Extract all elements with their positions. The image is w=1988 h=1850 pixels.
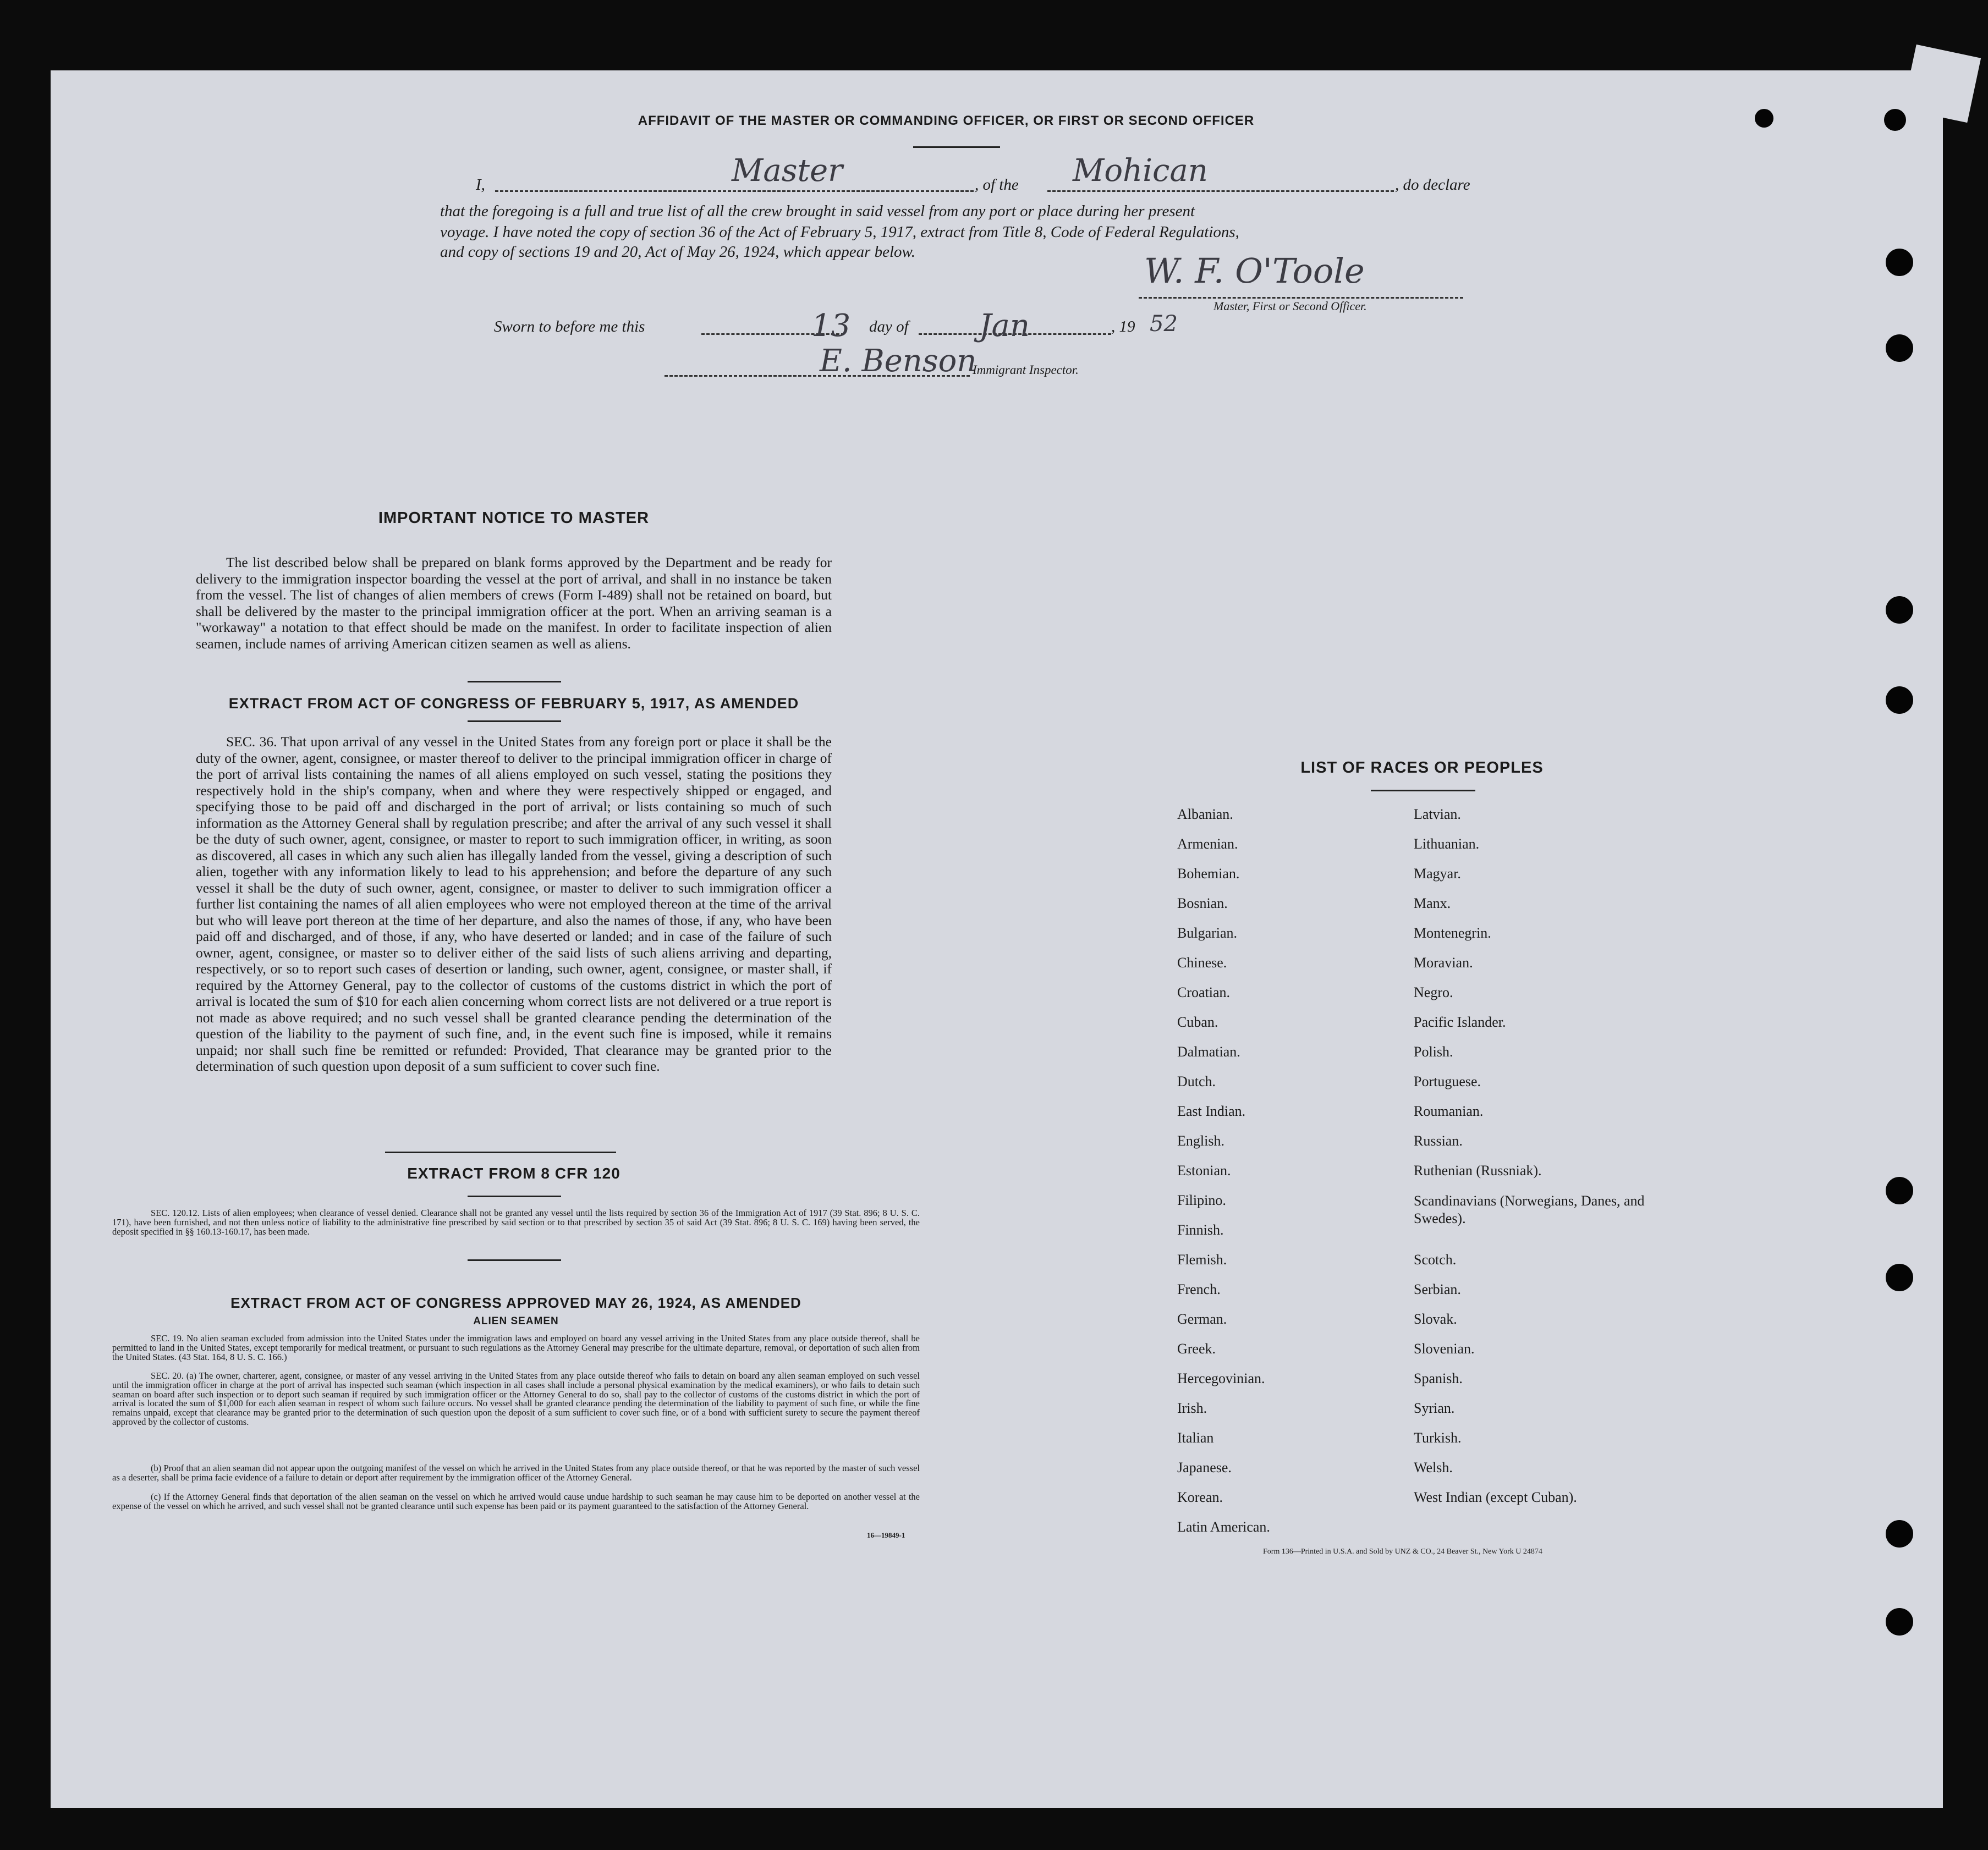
- sec20a-text: SEC. 20. (a) The owner, charterer, agent, consignee, or master of any vessel arriving in the United States from any place outside thereof who fails to detain on board any alien seaman employed on such vessel until the immigration officer in charge at the port of arrival has inspected such seaman (which inspection in all cases shall include a personal physical examination by the medical examiners), or who fails to detain such seaman on board after such inspection or to deport such seaman if required by such immigration officer or the Attorney General to do so, shall pay to the collector of customs of the customs district in which the port of arrival is located the sum of $1,000 for each alien seaman in respect of whom such failure occurs. No vessel shall be granted clearance pending the determination of the liability to payment of such fine, or while the fine remains unpaid, except that clearance may be granted prior to the determination of such question upon the deposit of a sum sufficient to cover such fine, or of a bond with sufficient surety to secure the payment thereof approved by the collector of customs.: [112, 1370, 920, 1427]
- race-item: Albanian.: [1177, 806, 1233, 822]
- race-item: French.: [1177, 1281, 1221, 1297]
- race-item: Hercegovinian.: [1177, 1370, 1265, 1386]
- day-handwriting: 13: [811, 308, 851, 344]
- divider: [1371, 790, 1475, 791]
- race-item: Lithuanian.: [1414, 836, 1480, 852]
- form-code: 16—19849-1: [867, 1531, 905, 1539]
- inspector-caption: Immigrant Inspector.: [973, 363, 1079, 377]
- race-item: Spanish.: [1414, 1370, 1463, 1386]
- races-heading: LIST OF RACES OR PEOPLES: [1300, 759, 1544, 777]
- race-item: Dutch.: [1177, 1073, 1216, 1089]
- race-item: Cuban.: [1177, 1014, 1218, 1030]
- binder-hole-icon: [1884, 109, 1906, 131]
- month-handwriting: Jan: [979, 308, 1030, 344]
- race-item: Bohemian.: [1177, 866, 1240, 882]
- race-item: Russian.: [1414, 1133, 1463, 1149]
- race-item: Italian: [1177, 1430, 1214, 1446]
- extract-1917-heading: EXTRACT FROM ACT OF CONGRESS OF FEBRUARY 5, 1917, AS AMENDED: [228, 695, 799, 712]
- master-line: [495, 190, 974, 192]
- race-item: Armenian.: [1177, 836, 1238, 852]
- race-item: Polish.: [1414, 1044, 1453, 1060]
- race-item: Moravian.: [1414, 955, 1473, 971]
- race-item: Chinese.: [1177, 955, 1227, 971]
- race-item: Serbian.: [1414, 1281, 1461, 1297]
- race-item: Finnish.: [1177, 1222, 1224, 1238]
- extract-1924-heading: EXTRACT FROM ACT OF CONGRESS APPROVED MAY 26, 1924, AS AMENDED: [230, 1295, 801, 1311]
- race-item: Flemish.: [1177, 1252, 1227, 1268]
- cfr-heading: EXTRACT FROM 8 CFR 120: [407, 1165, 620, 1182]
- of-the-label: , of the: [975, 176, 1019, 194]
- race-item: Pacific Islander.: [1414, 1014, 1506, 1030]
- sworn-label: Sworn to before me this: [494, 318, 645, 335]
- signature-caption: Master, First or Second Officer.: [1213, 299, 1367, 313]
- race-item: Filipino.: [1177, 1192, 1226, 1208]
- do-declare-label: , do declare: [1395, 176, 1470, 194]
- divider: [468, 681, 561, 682]
- race-item: Bosnian.: [1177, 895, 1228, 911]
- divider: [385, 1152, 616, 1153]
- binder-hole-icon: [1886, 1264, 1913, 1291]
- form-footer: Form 136—Printed in U.S.A. and Sold by UNZ & CO., 24 Beaver St., New York U 24874: [1263, 1548, 1542, 1556]
- affidavit-line: and copy of sections 19 and 20, Act of May 26, 1924, which appear below.: [440, 243, 915, 261]
- divider: [468, 720, 561, 722]
- affidavit-i-label: I,: [476, 176, 485, 194]
- affidavit-heading: AFFIDAVIT OF THE MASTER OR COMMANDING OFFICER, OR FIRST OR SECOND OFFICER: [638, 113, 1255, 128]
- race-item: German.: [1177, 1311, 1227, 1327]
- year-label: , 19: [1111, 318, 1135, 335]
- race-item: Korean.: [1177, 1489, 1223, 1505]
- race-item: Greek.: [1177, 1341, 1216, 1357]
- race-item: Scandinavians (Norwegians, Danes, and Swedes).: [1414, 1193, 1645, 1226]
- master-handwriting: Master: [732, 153, 843, 189]
- divider: [468, 1259, 561, 1261]
- race-item: Ruthenian (Russniak).: [1414, 1163, 1542, 1179]
- race-item: Japanese.: [1177, 1460, 1232, 1475]
- signature-line: [1139, 297, 1463, 299]
- race-item: Estonian.: [1177, 1163, 1231, 1179]
- races-right-column: [1414, 806, 1645, 1519]
- race-item: Latin American.: [1177, 1519, 1270, 1535]
- binder-hole-icon: [1755, 109, 1773, 128]
- vessel-line: [1047, 190, 1394, 192]
- master-signature: W. F. O'Toole: [1144, 251, 1365, 291]
- race-item: Irish.: [1177, 1400, 1207, 1416]
- race-item: Welsh.: [1414, 1460, 1453, 1475]
- binder-hole-icon: [1886, 1520, 1913, 1548]
- race-item: Dalmatian.: [1177, 1044, 1240, 1060]
- race-item: Scotch.: [1414, 1252, 1457, 1268]
- race-item: Magyar.: [1414, 866, 1461, 882]
- race-item: East Indian.: [1177, 1103, 1246, 1119]
- notice-heading: IMPORTANT NOTICE TO MASTER: [378, 509, 650, 527]
- binder-hole-icon: [1886, 249, 1913, 276]
- race-item: Slovak.: [1414, 1311, 1457, 1327]
- races-left-column: [1177, 806, 1270, 1549]
- binder-hole-icon: [1886, 334, 1913, 362]
- race-item: Turkish.: [1414, 1430, 1462, 1446]
- race-item: Montenegrin.: [1414, 925, 1491, 941]
- sec20b-text: (b) Proof that an alien seaman did not appear upon the outgoing manifest of the vessel on which he arrived in the United States from any place outside thereof, or that he was reported by the master of such vessel as a deserter, shall be prima facie evidence of a failure to detain or deport after requirement by the immigration officer of the Attorney General.: [112, 1463, 920, 1483]
- race-item: Portuguese.: [1414, 1073, 1481, 1089]
- sheet-corner: [1903, 45, 1981, 123]
- day-of-label: day of: [869, 318, 909, 335]
- vessel-handwriting: Mohican: [1073, 153, 1208, 189]
- notice-body: The list described below shall be prepared on blank forms approved by the Department and be ready for delivery to the immigration inspector boarding the vessel at the port of arrival, and shall in no instance be taken from the vessel. The list of changes of alien members of crews (Form I-489) shall not be retained on board, but shall be delivered by the master to the principal immigration officer at the port. When an arriving seaman is a "workaway" a notation to that effect should be made on the manifest. In order to facilitate inspection of alien seamen, include names of arriving American citizen seamen as well as aliens.: [196, 554, 832, 652]
- race-item: Roumanian.: [1414, 1103, 1484, 1119]
- extract-1917-body: SEC. 36. That upon arrival of any vessel in the United States from any foreign port or place it shall be the duty of the owner, agent, consignee, or master thereof to deliver to the principal immigration officer in charge of the port of arrival lists containing the names of all aliens employed on such vessel, stating the positions they respectively hold in the ship's company, when and where they were respectively shipped or engaged, and specifying those to be paid off and discharged in the port of arrival; or lists containing so much of such information as the Attorney General shall by regulation prescribe; and after the arrival of any such vessel it shall be the duty of such owner, agent, consignee, or master to report to such immigration officer, in writing, as soon as discovered, all cases in which any such alien has illegally landed from the vessel, giving a description of such alien, together with any information likely to lead to his apprehension; and before the departure of any such vessel it shall be the duty of such owner, agent, consignee, or master to deliver to such immigration officer a further list containing the names of all alien employees who were not employed thereon at the time of the arrival but who will leave port thereon at the time of her departure, and also the names of those, if any, who have been paid off and discharged, and of those, if any, who have deserted or landed; and in case of the failure of such owner, agent, consignee, or master so to deliver either of the said lists of such aliens arriving and departing, respectively, or so to report such cases of desertion or landing, such owner, agent, consignee, or master shall, if required by the Attorney General, pay to the collector of customs of the customs district in which the port of arrival is located the sum of $10 for each alien concerning whom correct lists are not delivered or a true report is not made as above required; and no such vessel shall be granted clearance pending the determination of the question of the liability to the payment of such fine, and, in the event such fine is imposed, while it remains unpaid; nor shall such fine be remitted or refunded: Provided, That clearance may be granted prior to the determination of such question upon deposit of a sum sufficient to cover such fine.: [196, 734, 832, 1074]
- race-item: Negro.: [1414, 984, 1453, 1000]
- race-item: Latvian.: [1414, 806, 1461, 822]
- binder-hole-icon: [1886, 1177, 1913, 1204]
- affidavit-line: voyage. I have noted the copy of section 36 of the Act of February 5, 1917, extract from Title 8, Code of Federal Regulations,: [440, 223, 1239, 241]
- binder-hole-icon: [1886, 1608, 1913, 1636]
- race-item: Croatian.: [1177, 984, 1231, 1000]
- year-handwriting: 52: [1150, 311, 1178, 337]
- binder-hole-icon: [1886, 596, 1913, 624]
- divider: [913, 146, 1000, 148]
- race-item: Slovenian.: [1414, 1341, 1475, 1357]
- race-item: Manx.: [1414, 895, 1451, 911]
- race-item: Syrian.: [1414, 1400, 1455, 1416]
- divider: [468, 1196, 561, 1197]
- inspector-signature: E. Benson: [820, 343, 977, 379]
- affidavit-line: that the foregoing is a full and true list of all the crew brought in said vessel from any port or place during her present: [440, 202, 1195, 220]
- binder-hole-icon: [1886, 686, 1913, 714]
- cfr-body: SEC. 120.12. Lists of alien employees; when clearance of vessel denied. Clearance shall not be granted any vessel until the lists required by section 36 of the Immigration Act of 1917 (39 Stat. 896; 8 U. S. C. 171), have been furnished, and not then unless notice of liability to the administrative fine prescribed by said section or to that prescribed by section 35 of said Act (39 Stat. 896; 8 U. S. C. 169) having been served, the deposit specified in §§ 160.13-160.17, has been made.: [112, 1208, 920, 1237]
- race-item: West Indian (except Cuban).: [1414, 1489, 1577, 1505]
- sec19-text: SEC. 19. No alien seaman excluded from admission into the United States under the immigration laws and employed on board any vessel arriving in the United States from any place outside thereof, shall be permitted to land in the United States, except temporarily for medical treatment, or pursuant to such regulations as the Attorney General may prescribe for the ultimate departure, removal, or deportation of such alien from the United States. (43 Stat. 164, 8 U. S. C. 166.): [112, 1333, 920, 1362]
- race-item: Bulgarian.: [1177, 925, 1238, 941]
- extract-1924-subheading: ALIEN SEAMEN: [473, 1315, 559, 1327]
- race-item: English.: [1177, 1133, 1224, 1149]
- sec20c-text: (c) If the Attorney General finds that deportation of the alien seaman on the vessel on which he arrived would cause undue hardship to such seaman he may cause him to be deported on another vessel at the expense of the vessel on which he arrived, and such vessel shall not be granted clearance until such expense has been paid or its payment guaranteed to the satisfaction of the Attorney General.: [112, 1491, 920, 1511]
